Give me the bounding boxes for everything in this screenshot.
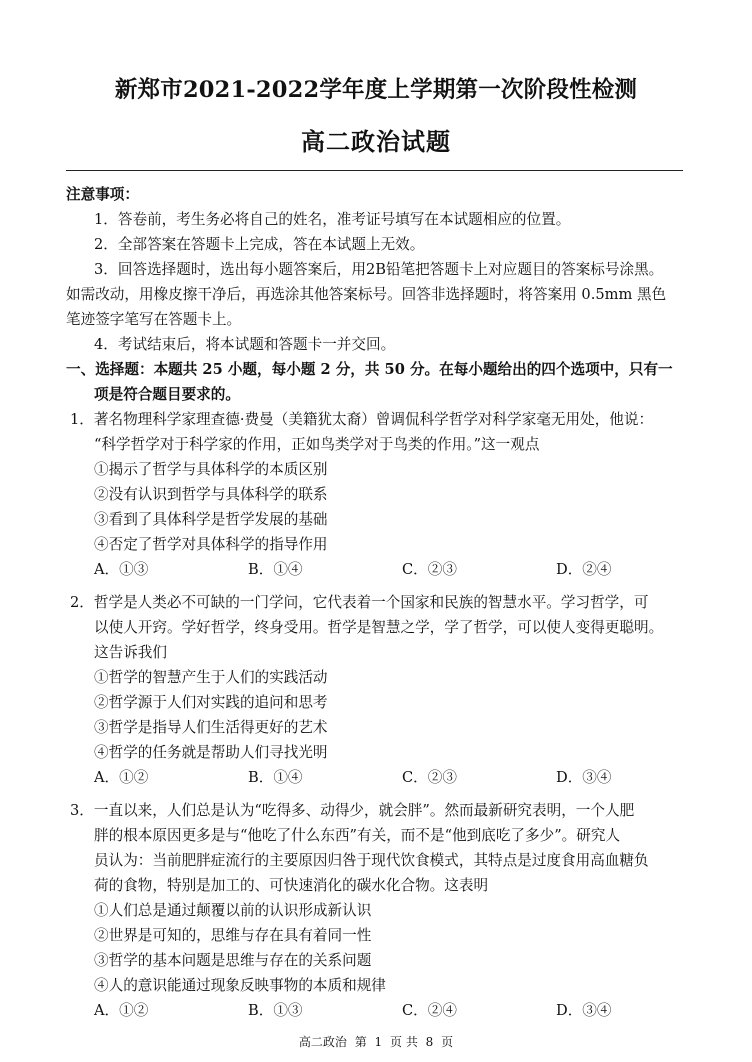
notice-item: 4．考试结束后，将本试题和答题卡一并交回。 (94, 336, 396, 353)
statement-item: ①揭示了哲学与具体科学的本质区别 (94, 461, 328, 478)
answer-option-d: D．③④ (556, 1002, 612, 1019)
answer-option-c: C．②③ (402, 561, 457, 578)
statement-item: ④哲学的任务就是帮助人们寻找光明 (94, 744, 328, 761)
question-stem: 2．哲学是人类必不可缺的一门学问，它代表着一个国家和民族的智慧水平。学习哲学，可 (70, 594, 649, 611)
question-stem: 员认为：当前肥胖症流行的主要原因归咎于现代饮食模式，其特点是过度食用高血糖负 (94, 852, 649, 869)
notice-heading: 注意事项： (66, 186, 139, 203)
statement-item: ④否定了哲学对具体科学的指导作用 (94, 536, 328, 553)
notice-item-continued: 笔迹签字笔写在答题卡上。 (66, 311, 242, 328)
statement-item: ①哲学的智慧产生于人们的实践活动 (94, 669, 328, 686)
footer-page-mid: 页 共 (390, 1035, 418, 1049)
section-heading-continued: 项是符合题目要求的。 (94, 386, 240, 403)
footer-page-number: 1 (374, 1035, 383, 1049)
answer-option-b: B．①④ (248, 769, 303, 786)
answer-option-d: D．③④ (556, 769, 612, 786)
statement-item: ②世界是可知的，思维与存在具有着同一性 (94, 927, 372, 944)
question-stem: 胖的根本原因更多是与“他吃了什么东西”有关，而不是“他到底吃了多少”。研究人 (94, 827, 621, 844)
page-footer (0, 1033, 752, 1050)
exam-subtitle: 高二政治试题 (301, 127, 451, 156)
notice-item: 2．全部答案在答题卡上完成，答在本试题上无效。 (94, 236, 425, 253)
exam-title: 新郑市2021-2022学年度上学期第一次阶段性检测 (114, 77, 638, 103)
answer-option-b: B．①④ (248, 561, 303, 578)
question-stem: 荷的食物，特别是加工的、可快速消化的碳水化合物。这表明 (94, 877, 489, 894)
title-divider (66, 170, 683, 171)
notice-item: 1．答卷前，考生务必将自己的姓名，准考证号填写在本试题相应的位置。 (94, 211, 571, 228)
answer-option-a: A．①② (94, 769, 149, 786)
question-stem: 这告诉我们 (94, 644, 167, 661)
answer-option-a: A．①③ (94, 561, 149, 578)
notice-item: 3．回答选择题时，选出每小题答案后，用2B铅笔把答题卡上对应题目的答案标号涂黑。 (94, 261, 664, 278)
answer-option-c: C．②③ (402, 769, 457, 786)
statement-item: ④人的意识能通过现象反映事物的本质和规律 (94, 977, 386, 994)
statement-item: ③哲学的基本问题是思维与存在的关系问题 (94, 952, 372, 969)
answer-option-a: A．①② (94, 1002, 149, 1019)
footer-total-pages: 8 (425, 1035, 434, 1049)
question-stem: “科学哲学对于科学家的作用，正如鸟类学对于鸟类的作用。”这一观点 (94, 436, 540, 453)
section-heading: 一、选择题：本题共 25 小题，每小题 2 分，共 50 分。在每小题给出的四个选项中，只有一 (66, 361, 673, 378)
answer-option-b: B．①③ (248, 1002, 303, 1019)
question-stem: 1．著名物理科学家理查德·费曼（美籍犹太裔）曾调侃科学哲学对科学家毫无用处，他说： (70, 411, 654, 428)
answer-option-d: D．②④ (556, 561, 612, 578)
statement-item: ③哲学是指导人们生活得更好的艺术 (94, 719, 328, 736)
statement-item: ③看到了具体科学是哲学发展的基础 (94, 511, 328, 528)
statement-item: ②没有认识到哲学与具体科学的联系 (94, 486, 328, 503)
footer-subject: 高二政治 (298, 1035, 347, 1049)
answer-option-c: C．②④ (402, 1002, 457, 1019)
question-stem: 3．一直以来，人们总是认为“吃得多、动得少，就会胖”。然而最新研究表明，一个人肥 (70, 802, 635, 819)
statement-item: ②哲学源于人们对实践的追问和思考 (94, 694, 328, 711)
notice-item-continued: 如需改动，用橡皮擦干净后，再选涂其他答案标号。回答非选择题时，将答案用 0.5mm 黑色 (66, 286, 667, 303)
question-stem: 以使人开窍。学好哲学，终身受用。哲学是智慧之学，学了哲学，可以使人变得更聪明。 (94, 619, 664, 636)
footer-page-prefix: 第 (354, 1035, 367, 1049)
footer-page-suffix: 页 (441, 1035, 454, 1049)
statement-item: ①人们总是通过颠覆以前的认识形成新认识 (94, 902, 372, 919)
